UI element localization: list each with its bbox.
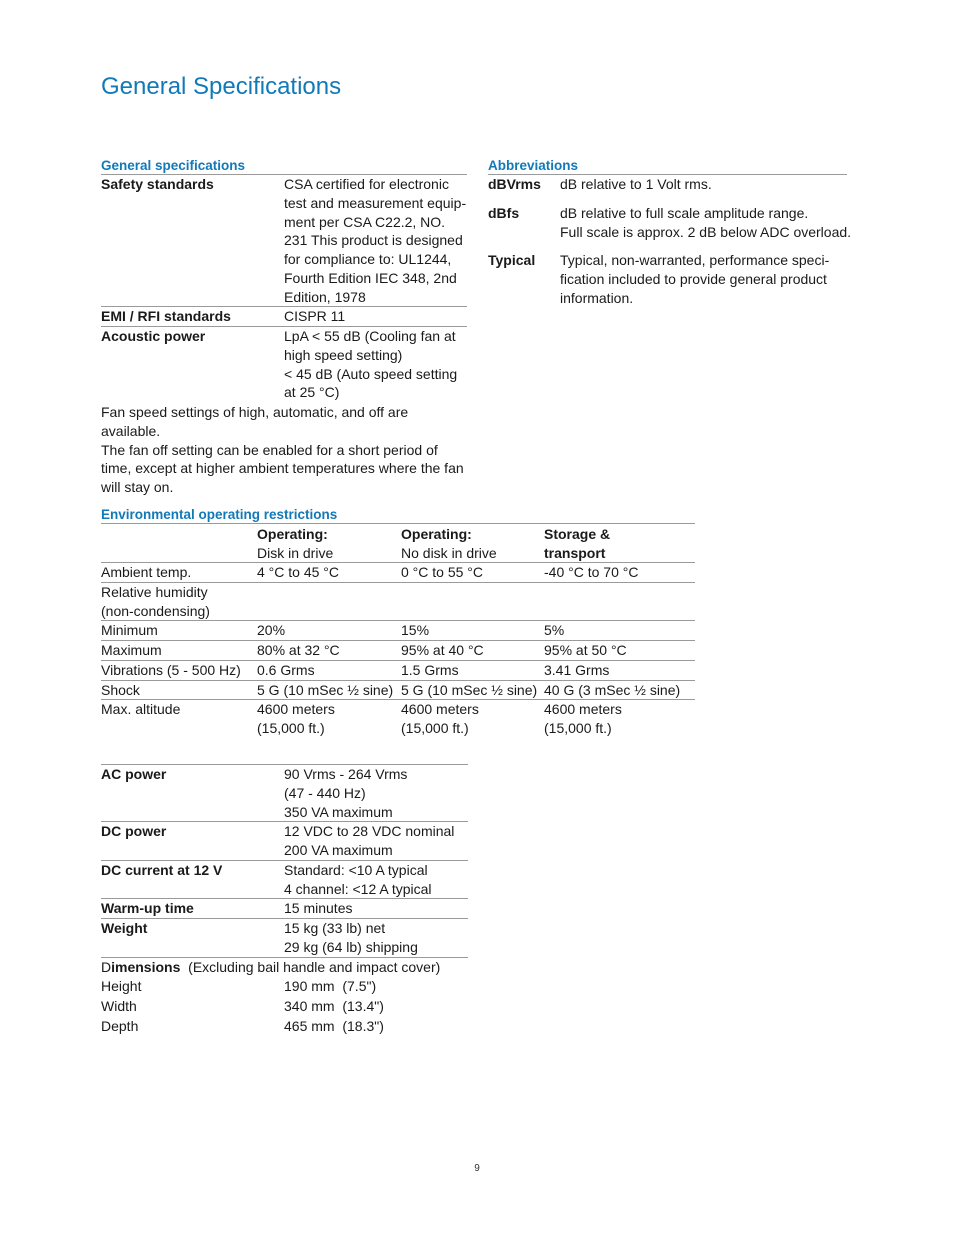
env-cell: 0 °C to 55 °C [401,564,484,580]
dimension-label: Depth [101,1018,139,1034]
env-cell: 4600 meters (15,000 ft.) [544,701,622,736]
dimension-label: Height [101,978,142,994]
divider [101,620,695,621]
emi-rfi-label: EMI / RFI standards [101,308,231,324]
power-value: 12 VDC to 28 VDC nominal 200 VA maximum [284,823,455,858]
dimension-value: 340 mm (13.4") [284,998,384,1014]
power-label: Warm-up time [101,900,194,916]
power-label: Weight [101,920,148,936]
power-label: DC current at 12 V [101,862,223,878]
abbr-term: dBfs [488,205,520,221]
abbr-term: dBVrms [488,176,541,192]
acoustic-power-label: Acoustic power [101,328,206,344]
fan-note: Fan speed settings of high, automatic, and off are available. The fan off setting can be enabled for a short period of time, except at higher ambient temperatures where the fan will stay on. [101,404,464,496]
dimension-value: 465 mm (18.3") [284,1018,384,1034]
env-row-label: Shock [101,682,140,698]
safety-standards-label: Safety standards [101,176,214,192]
env-row-label: Minimum [101,622,158,638]
env-heading: Environmental operating restrictions [101,507,338,522]
dimensions-heading: Dimensions (Excluding bail handle and impact cover) [101,959,441,975]
env-cell: 1.5 Grms [401,662,459,678]
power-value: 15 minutes [284,900,353,916]
acoustic-power-value: LpA < 55 dB (Cooling fan at high speed setting) < 45 dB (Auto speed setting at 25 °C) [284,328,458,401]
env-row-label: Relative humidity (non-condensing) [101,584,210,619]
page-number: 9 [474,1163,480,1174]
env-cell: 5 G (10 mSec ½ sine) [401,682,538,698]
abbr-definition: dB relative to 1 Volt rms. [560,176,712,192]
env-cell: 15% [401,622,430,638]
env-row-label: Ambient temp. [101,564,192,580]
env-cell: 4600 meters (15,000 ft.) [401,701,479,736]
env-cell: 5% [544,622,565,638]
power-label: AC power [101,766,167,782]
power-value: Standard: <10 A typical 4 channel: <12 A typical [284,862,432,897]
abbr-term: Typical [488,252,536,268]
env-cell: 95% at 50 °C [544,642,627,658]
env-cell: 4600 meters (15,000 ft.) [257,701,335,736]
power-value: 90 Vrms - 264 Vrms (47 - 440 Hz) 350 VA maximum [284,766,408,820]
env-cell: 0.6 Grms [257,662,315,678]
safety-standards-value: CSA certified for electronic test and measurement equip- ment per CSA C22.2, NO. 231 This product is designed for compliance to: UL1244, Fourth Edition IEC 348, 2nd Edition, 1978 [284,176,467,305]
abbr-definition: dB relative to full scale amplitude range. Full scale is approx. 2 dB below ADC overload. [560,205,852,240]
general-specs-heading: General specifications [101,158,246,173]
env-cell: 80% at 32 °C [257,642,340,658]
env-cell: 20% [257,622,286,638]
emi-rfi-value: CISPR 11 [284,308,346,324]
env-cell: 3.41 Grms [544,662,610,678]
dimension-value: 190 mm (7.5") [284,978,377,994]
env-row-label: Maximum [101,642,162,658]
power-label: DC power [101,823,167,839]
env-cell: 5 G (10 mSec ½ sine) [257,682,394,698]
env-cell: 95% at 40 °C [401,642,484,658]
page-title: General Specifications [101,73,342,100]
dimension-label: Width [101,998,137,1014]
env-cell: 40 G (3 mSec ½ sine) [544,682,681,698]
env-row-label: Max. altitude [101,701,181,717]
abbr-definition: Typical, non-warranted, performance speci- fication included to provide general product information. [560,252,830,306]
env-row-label: Vibrations (5 - 500 Hz) [101,662,241,678]
env-column-header: Operating: No disk in drive [401,526,497,561]
env-column-header: Storage & transport [544,526,611,561]
env-cell: -40 °C to 70 °C [544,564,639,580]
abbreviations-heading: Abbreviations [488,158,579,173]
env-column-header: Operating: Disk in drive [257,526,334,561]
divider [101,523,695,524]
env-cell: 4 °C to 45 °C [257,564,340,580]
power-value: 15 kg (33 lb) net 29 kg (64 lb) shipping [284,920,418,955]
